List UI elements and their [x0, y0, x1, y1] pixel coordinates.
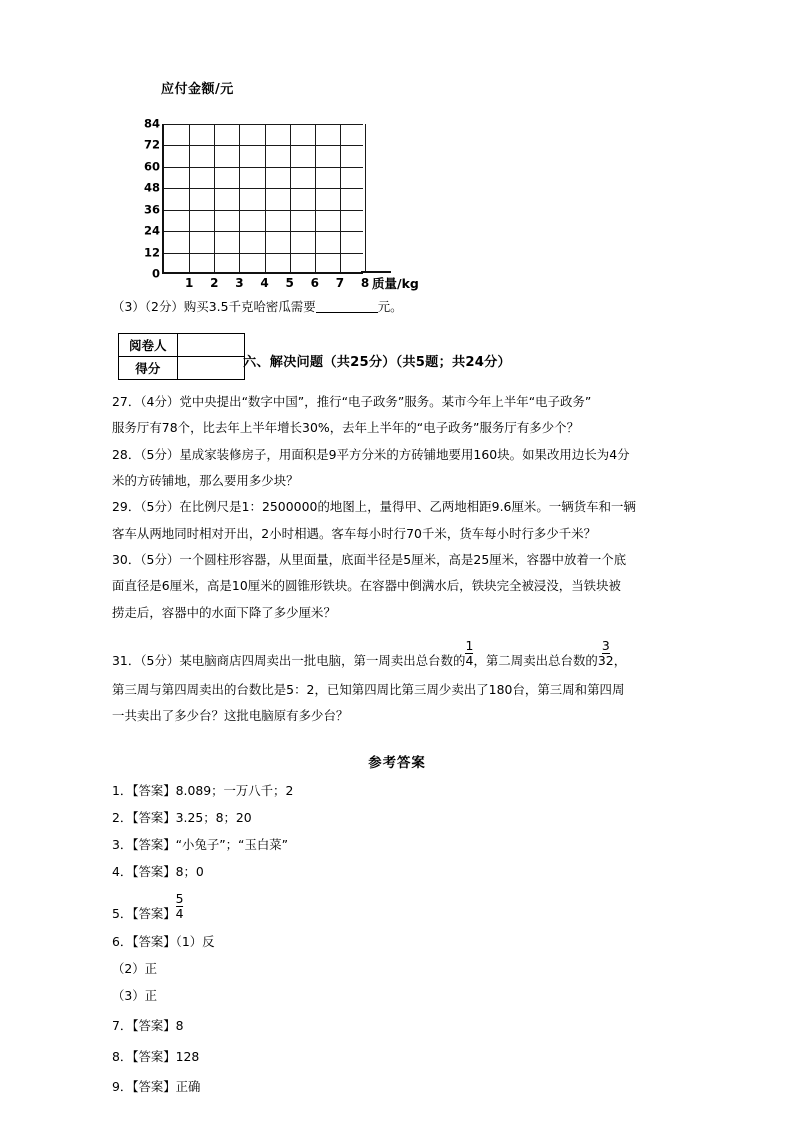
fraction-denominator: 4 [465, 653, 474, 668]
y-axis-tick-label: 24 [143, 223, 160, 238]
y-axis-tick-label: 12 [143, 244, 160, 259]
y-axis-tick-label: 0 [151, 266, 160, 281]
answer-item-1: 1．【答案】8.089；一万八千；2 [112, 783, 294, 798]
grader-value[interactable] [177, 334, 244, 357]
grading-box [118, 333, 245, 380]
question-30-line-1: 30．（5分）一个圆柱形容器，从里面量，底面半径是5厘米，高是25厘米，容器中放着一个底 [112, 552, 627, 567]
question-31-line-2: 第三周与第四周卖出的台数比是5：2，已知第四周比第三周少卖出了180台，第三周和第四周 [112, 682, 625, 697]
score-value[interactable] [177, 357, 244, 380]
gridline-horizontal [164, 210, 363, 211]
fraction-numerator: 3 [601, 637, 610, 653]
chart-plot-area [143, 116, 370, 290]
answer-item-8: 8．【答案】128 [112, 1049, 200, 1064]
gridline-vertical [315, 124, 316, 272]
x-axis-tick-label: 4 [260, 276, 269, 290]
gridline-vertical [189, 124, 190, 272]
question-31-line-3: 一共卖出了多少台？这批电脑原有多少台？ [112, 708, 349, 723]
x-axis-tick-label: 1 [184, 276, 194, 290]
gridline-horizontal [164, 124, 363, 125]
fraction-denominator: 4 [175, 906, 184, 921]
fraction-denominator: 32 [597, 653, 614, 668]
answer-item-5-label: 5．【答案】 [112, 906, 176, 921]
gridline-horizontal [164, 231, 363, 232]
fraction-three-thirtyseconds [597, 637, 614, 668]
question-3-line [112, 300, 403, 313]
gridline-horizontal [164, 188, 363, 189]
question-31-text-c: ， [613, 653, 627, 668]
y-axis-tick-label: 60 [143, 159, 160, 174]
question-31-line-1 [112, 637, 627, 668]
gridline-vertical [290, 124, 291, 272]
y-axis-tick-label: 72 [143, 137, 160, 152]
section-heading-six: 六、解决问题（共25分）（共5题；共24分） [243, 355, 511, 370]
gridline-vertical [239, 124, 240, 272]
x-axis-tick-label: 3 [235, 276, 244, 290]
answers-heading: 参考答案 [368, 756, 426, 771]
answer-item-4: 4．【答案】8；0 [112, 864, 204, 879]
question-31-text-a: 31．（5分）某电脑商店四周卖出一批电脑，第一周卖出总台数的 [112, 653, 466, 668]
question-29-line-2: 客车从两地同时相对开出，2小时相遇。客车每小时行70千米，货车每小时行多少千米？ [112, 526, 597, 541]
answer-item-6-sub-2: （2）正 [112, 961, 158, 976]
answer-item-3: 3．【答案】“小兔子”；“玉白菜” [112, 837, 289, 852]
gridline-vertical [365, 124, 366, 272]
gridline-horizontal [164, 167, 363, 168]
question-30-line-2: 面直径是6厘米，高是10厘米的圆锥形铁块。在容器中倒满水后，铁块完全被浸没，当铁块被 [112, 578, 621, 593]
gridline-horizontal [164, 145, 363, 146]
fraction-one-quarter [465, 637, 474, 668]
y-axis-tick-label: 36 [143, 201, 160, 216]
x-axis-extension [361, 271, 391, 273]
answer-item-6-sub-3: （3）正 [112, 988, 158, 1003]
chart-x-axis-title: 质量/kg [372, 276, 419, 291]
question-31-text-b: ，第二周卖出总台数的 [473, 653, 598, 668]
score-label: 得分 [119, 357, 178, 380]
payment-amount-chart [133, 78, 453, 300]
x-axis-tick-label: 5 [285, 276, 294, 290]
y-axis-tick-label: 84 [143, 116, 160, 131]
question-28-line-1: 28．（5分）星成家装修房子，用面积是9平方分米的方砖铺地要用160块。如果改用边长为4分 [112, 447, 630, 462]
fraction-numerator: 1 [465, 637, 474, 653]
question-3-suffix: 元。 [377, 299, 403, 314]
answer-item-5 [112, 890, 184, 921]
question-3-prefix: （3）（2分）购买3.5千克哈密瓜需要 [112, 299, 316, 314]
question-27-line-2: 服务厅有78个，比去年上半年增长30%，去年上半年的“电子政务”服务厅有多少个？ [112, 420, 580, 435]
fraction-numerator: 5 [175, 890, 184, 906]
question-29-line-1: 29．（5分）在比例尺是1：2500000的地图上，量得甲、乙两地相距9.6厘米。一辆货车和一辆 [112, 499, 636, 514]
table-row [119, 357, 245, 380]
question-27-line-1: 27．（4分）党中央提出“数字中国”，推行“电子政务”服务。某市今年上半年“电子政务” [112, 394, 592, 409]
y-axis-tick-label: 48 [143, 180, 160, 195]
answer-item-2: 2．【答案】3.25；8；20 [112, 810, 252, 825]
question-28-line-2: 米的方砖铺地，那么要用多少块？ [112, 473, 299, 488]
answer-item-7: 7．【答案】8 [112, 1018, 184, 1033]
answer-item-9: 9．【答案】正确 [112, 1079, 201, 1094]
chart-y-axis-title: 应付金额/元 [161, 82, 234, 97]
answer-item-6: 6．【答案】（1）反 [112, 934, 215, 949]
gridline-vertical [214, 124, 215, 272]
gridline-vertical [340, 124, 341, 272]
table-row [119, 334, 245, 357]
x-axis-tick-label: 7 [335, 276, 345, 290]
gridline-horizontal [164, 253, 363, 254]
x-axis-tick-label: 8 [360, 276, 370, 290]
gridline-vertical [265, 124, 266, 272]
x-axis-tick-label: 2 [210, 276, 219, 290]
x-axis-tick-label: 6 [310, 276, 319, 290]
fraction-five-quarters [175, 890, 184, 921]
grader-label: 阅卷人 [119, 334, 178, 357]
question-30-line-3: 捞走后，容器中的水面下降了多少厘米？ [112, 605, 336, 620]
answer-blank[interactable] [316, 300, 378, 313]
